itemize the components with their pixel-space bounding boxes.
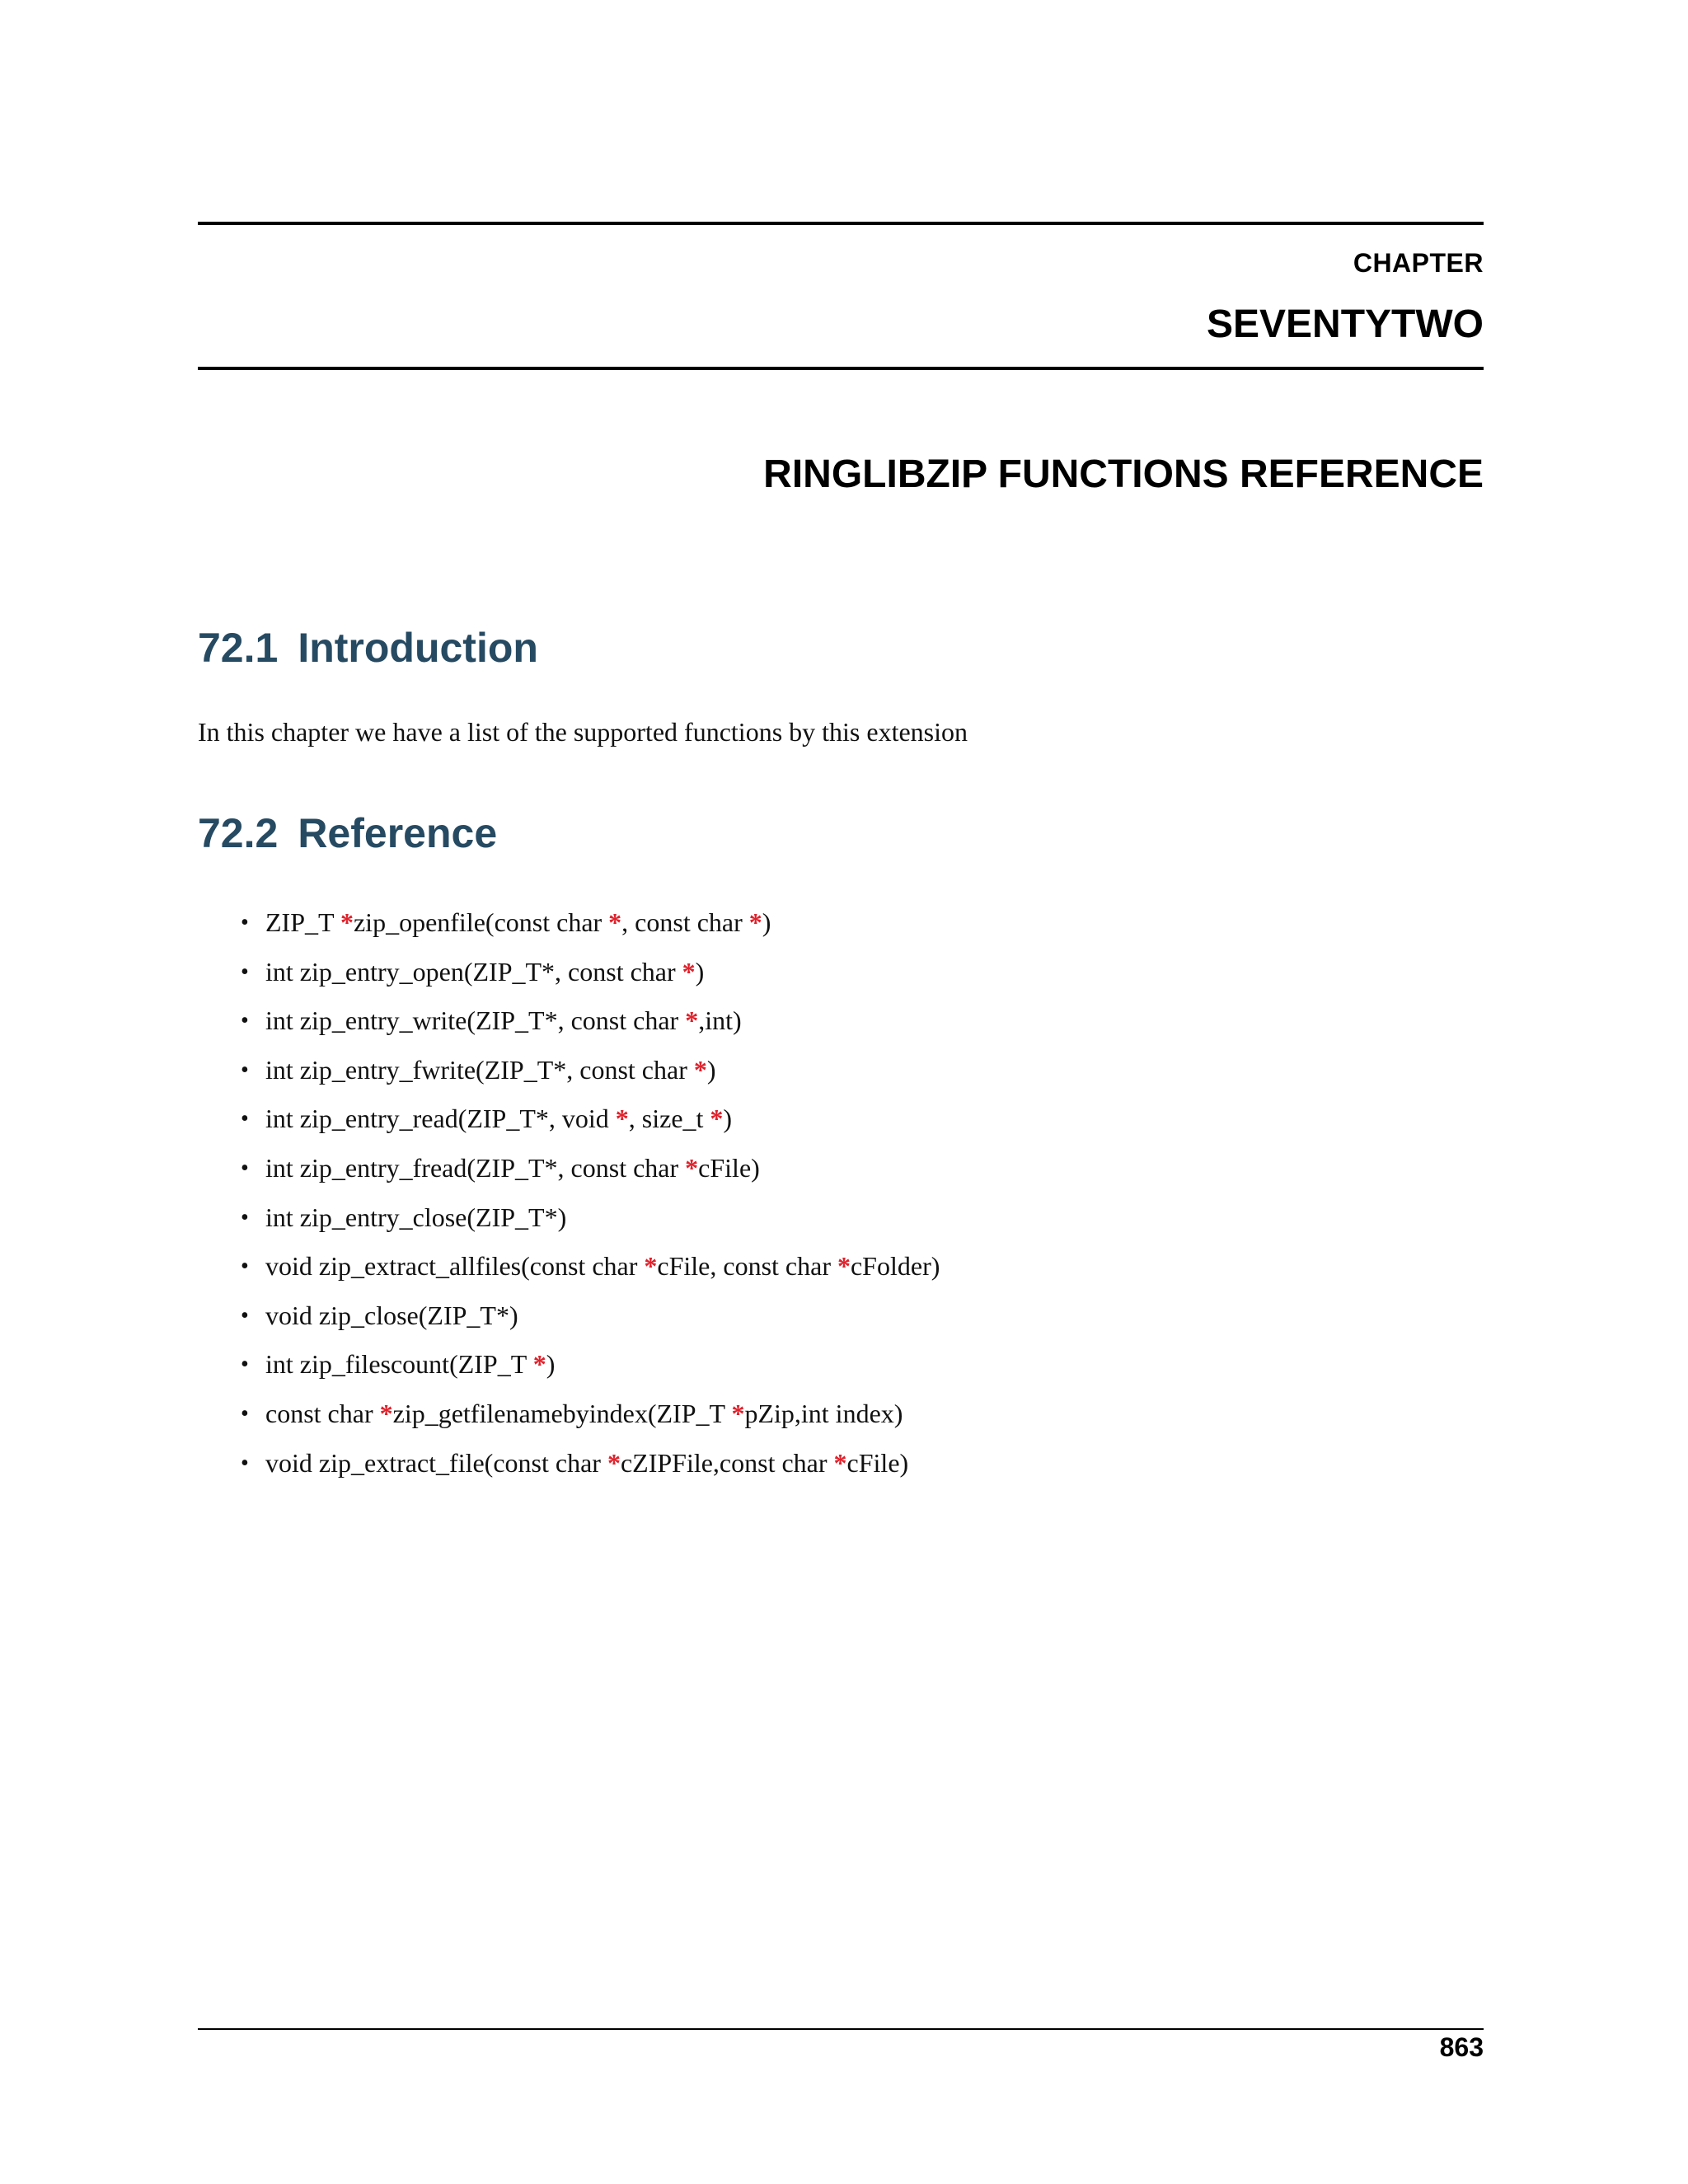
signature-text: int zip_filescount(ZIP_T [265, 1349, 533, 1380]
signature-text: cFile) [846, 1447, 909, 1478]
reference-item [198, 1291, 940, 1341]
pointer-asterisk: * [731, 1398, 745, 1428]
pointer-asterisk: * [685, 1005, 699, 1036]
section-heading-introduction [198, 624, 538, 672]
section-title: Introduction [298, 625, 538, 671]
chapter-bottom-rule [198, 367, 1484, 370]
section-title: Reference [298, 810, 498, 856]
bullet-icon: • [241, 1057, 249, 1083]
pointer-asterisk: * [532, 1349, 546, 1380]
pointer-asterisk: * [608, 907, 622, 937]
reference-item [198, 1439, 940, 1488]
signature-text: ,int) [698, 1005, 742, 1036]
chapter-title: RINGLIBZIP FUNCTIONS REFERENCE [763, 452, 1484, 496]
reference-item [198, 948, 940, 997]
signature-text: , const char [621, 907, 749, 937]
signature-text: ) [546, 1349, 556, 1380]
reference-item [198, 1193, 940, 1243]
reference-item [198, 1390, 940, 1439]
signature-text: , size_t [628, 1104, 710, 1134]
signature-text: int zip_entry_close(ZIP_T*) [265, 1202, 567, 1232]
bullet-icon: • [241, 1155, 249, 1181]
reference-item [198, 1144, 940, 1193]
bullet-icon: • [241, 1254, 249, 1280]
reference-item [198, 1046, 940, 1095]
pointer-asterisk: * [615, 1104, 629, 1134]
bullet-icon: • [241, 958, 249, 985]
footer-rule [198, 2028, 1484, 2030]
pointer-asterisk: * [693, 1054, 707, 1085]
signature-text: void zip_extract_allfiles(const char [265, 1251, 645, 1282]
chapter-top-rule [198, 222, 1484, 225]
signature-text: zip_openfile(const char [353, 907, 609, 937]
signature-text: void zip_close(ZIP_T*) [265, 1300, 518, 1330]
pointer-asterisk: * [833, 1447, 847, 1478]
signature-text: cFile) [698, 1152, 760, 1183]
reference-item [198, 1094, 940, 1144]
signature-text: int zip_entry_fread(ZIP_T*, const char [265, 1152, 686, 1183]
signature-text: cFolder) [850, 1251, 940, 1282]
reference-list [198, 898, 940, 1488]
pointer-asterisk: * [644, 1251, 658, 1282]
signature-text: ) [695, 956, 705, 987]
signature-text: zip_getfilenamebyindex(ZIP_T [392, 1398, 732, 1428]
section-heading-reference [198, 809, 497, 857]
signature-text: int zip_entry_open(ZIP_T*, const char [265, 956, 682, 987]
pointer-asterisk: * [685, 1152, 699, 1183]
pointer-asterisk: * [837, 1251, 851, 1282]
page-number: 863 [1439, 2032, 1484, 2062]
reference-item [198, 898, 940, 948]
bullet-icon: • [241, 1008, 249, 1034]
signature-text: cFile, const char [657, 1251, 837, 1282]
signature-text: void zip_extract_file(const char [265, 1447, 607, 1478]
reference-item [198, 1242, 940, 1291]
bullet-icon: • [241, 1400, 249, 1427]
reference-item [198, 996, 940, 1046]
pointer-asterisk: * [379, 1398, 393, 1428]
bullet-icon: • [241, 1106, 249, 1132]
reference-item [198, 1340, 940, 1390]
signature-text: cZIPFile,const char [620, 1447, 834, 1478]
pointer-asterisk: * [340, 907, 354, 937]
pointer-asterisk: * [748, 907, 762, 937]
bullet-icon: • [241, 1352, 249, 1378]
bullet-icon: • [241, 1450, 249, 1476]
introduction-paragraph: In this chapter we have a list of the supported functions by this extension [198, 717, 968, 747]
bullet-icon: • [241, 1204, 249, 1230]
pointer-asterisk: * [710, 1104, 724, 1134]
signature-text: pZip,int index) [744, 1398, 903, 1428]
signature-text: const char [265, 1398, 380, 1428]
signature-text: ZIP_T [265, 907, 340, 937]
signature-text: ) [762, 907, 771, 937]
signature-text: int zip_entry_write(ZIP_T*, const char [265, 1005, 686, 1036]
pointer-asterisk: * [607, 1447, 621, 1478]
signature-text: int zip_entry_fwrite(ZIP_T*, const char [265, 1054, 694, 1085]
chapter-number: SEVENTYTWO [1206, 302, 1484, 346]
pointer-asterisk: * [682, 956, 696, 987]
section-number: 72.1 [198, 625, 279, 671]
signature-text: ) [723, 1104, 733, 1134]
section-number: 72.2 [198, 810, 279, 856]
chapter-label: CHAPTER [1353, 248, 1484, 278]
bullet-icon: • [241, 910, 249, 935]
bullet-icon: • [241, 1302, 249, 1329]
signature-text: int zip_entry_read(ZIP_T*, void [265, 1104, 616, 1134]
signature-text: ) [706, 1054, 716, 1085]
